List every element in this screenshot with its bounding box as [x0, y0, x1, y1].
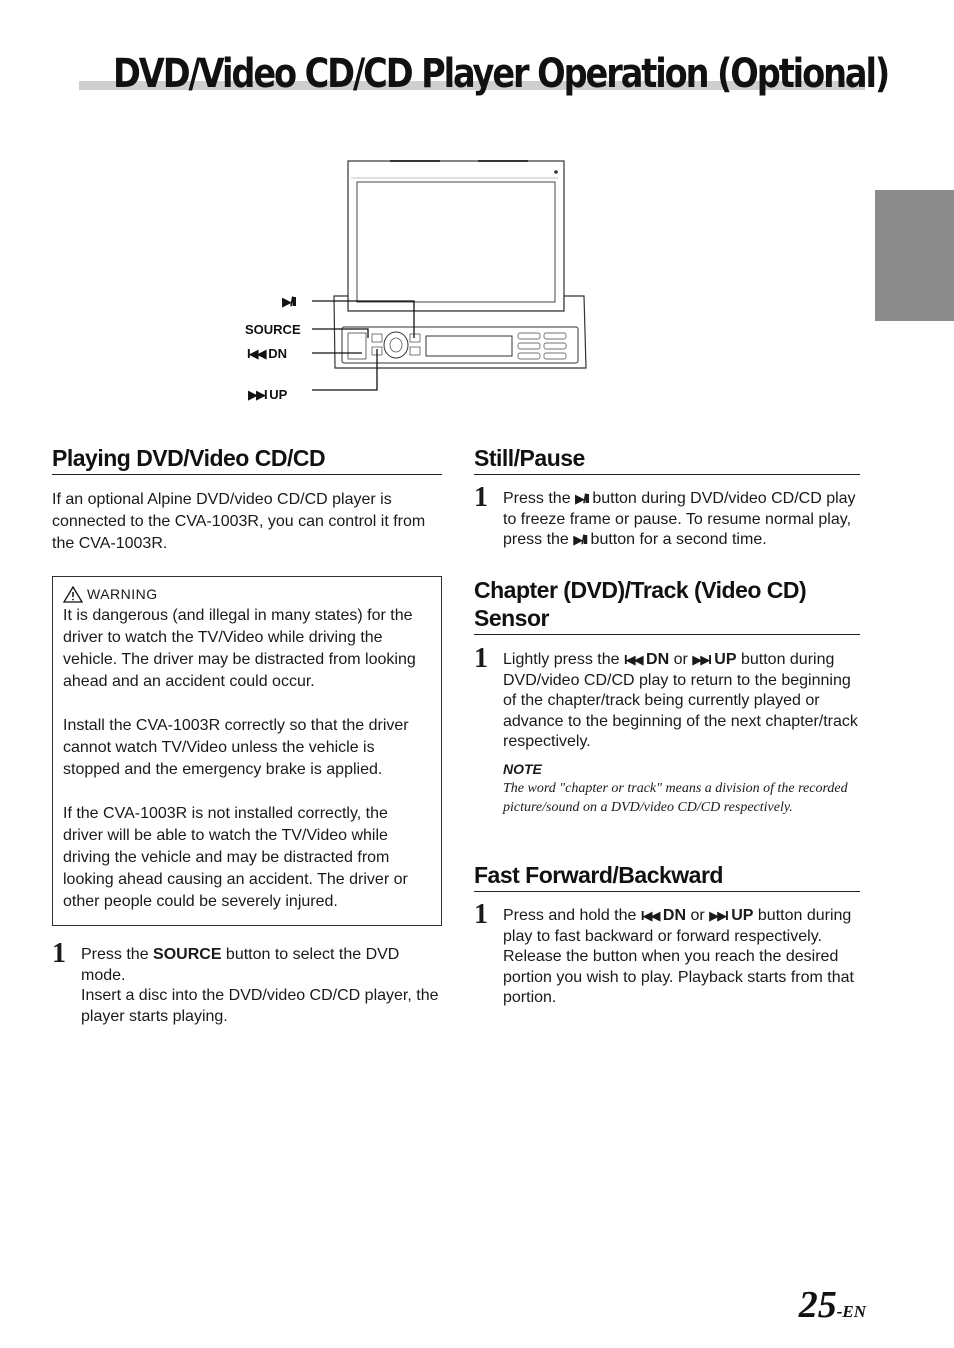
still-pause-section — [474, 444, 860, 475]
step-number: 1 — [474, 899, 488, 930]
dn-label: I◀◀ DN — [247, 346, 288, 361]
warning-header — [63, 583, 431, 605]
chapter-step-1 — [474, 643, 860, 817]
fast-heading: Fast Forward/Backward — [474, 861, 860, 892]
warning-paragraph-3: If the CVA-1003R is not installed correctly, the driver will be able to watch the TV/Video while driving the vehicle and may be distracted from looking ahead causing an accident. The driver or other people could be severely injured. — [63, 805, 408, 910]
up-label: ▶▶I UP — [248, 387, 288, 402]
step-number: 1 — [474, 643, 488, 674]
step-text: Press the ▶/II button during DVD/video CD/CD play to freeze frame or pause. To resume normal play, press the ▶/II button for a second time. — [503, 490, 856, 548]
warning-box — [52, 576, 442, 926]
fast-section — [474, 861, 860, 892]
step-text: Press and hold the I◀◀ DN or ▶▶I UP button during play to fast backward or forward respectively. Release the button when you reach the desired portion you wish to play. Playback starts from that portion. — [503, 907, 854, 1006]
playing-step-1 — [52, 938, 442, 1027]
play-pause-label: ▶/II — [282, 294, 295, 309]
note-text: The word "chapter or track" means a division of the recorded picture/sound on a DVD/video CD/CD respectively. — [503, 781, 848, 815]
page-number: 25-EN — [798, 1284, 866, 1326]
step-text: Lightly press the I◀◀ DN or ▶▶I UP button during DVD/video CD/CD play to return to the beginning of the chapter/track being currently played or advance to the beginning of the next chapter/track respectively. NOTE The word "chapter or track" means a division of the recorded picture/sound on a DVD/video CD/CD respectively. — [503, 650, 860, 817]
playing-section — [52, 444, 442, 555]
step-text: Press the SOURCE button to select the DVD mode. Insert a disc into the DVD/video CD/CD player, the player starts playing. — [81, 946, 439, 1025]
source-label: SOURCE — [245, 322, 301, 337]
head-unit-illustration — [0, 0, 954, 420]
warning-paragraph-2: Install the CVA-1003R correctly so that the driver cannot watch TV/Video unless the vehicle is stopped and the emergency brake is applied. — [63, 717, 409, 778]
warning-title: WARNING — [87, 586, 158, 602]
chapter-heading: Chapter (DVD)/Track (Video CD) Sensor — [474, 576, 860, 635]
playing-intro: If an optional Alpine DVD/video CD/CD player is connected to the CVA-1003R, you can control it from the CVA-1003R. — [52, 491, 426, 552]
page-title: DVD/Video CD/CD Player Operation (Optional) — [113, 51, 889, 97]
warning-paragraph-1: It is dangerous (and illegal in many states) for the driver to watch the TV/Video while driving the vehicle. The driver may be distracted from looking ahead and an accident could occur. — [63, 607, 416, 690]
warning-triangle-icon — [63, 586, 83, 603]
fast-step-1 — [474, 899, 860, 1009]
note-label: NOTE — [503, 760, 542, 777]
step-number: 1 — [474, 482, 488, 513]
still-step-1 — [474, 482, 860, 551]
still-heading: Still/Pause — [474, 444, 860, 475]
chapter-section — [474, 576, 860, 635]
step-number: 1 — [52, 938, 66, 969]
playing-heading: Playing DVD/Video CD/CD — [52, 444, 442, 475]
